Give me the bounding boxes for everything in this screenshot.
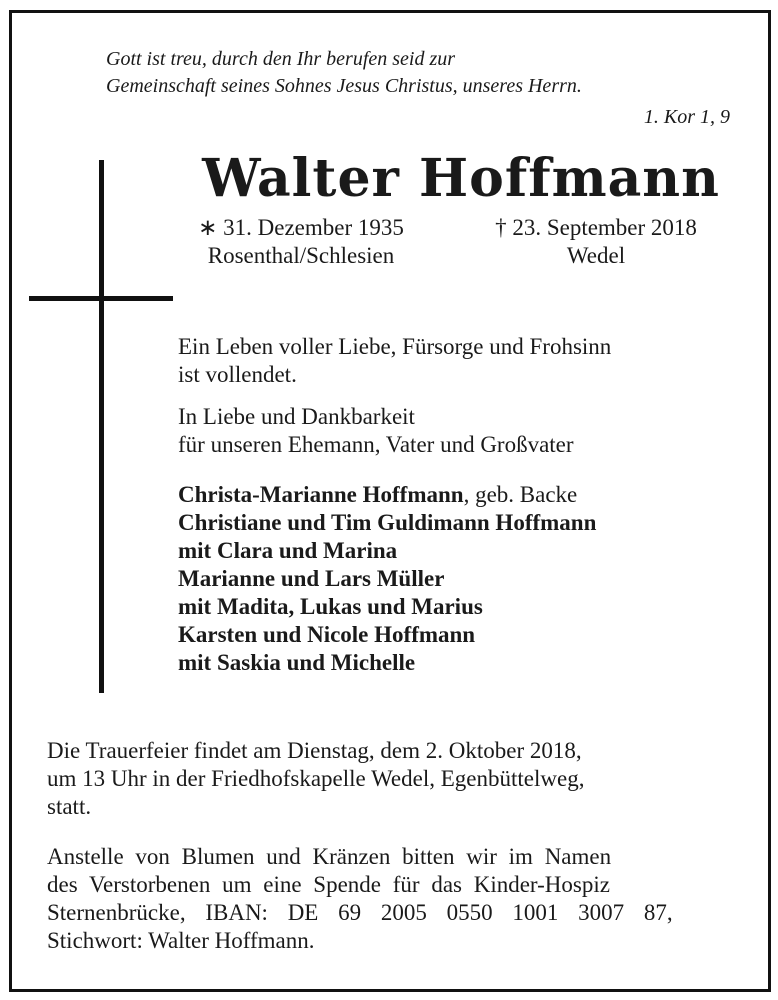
family-line: Karsten und Nicole Hoffmann <box>178 622 476 647</box>
bible-verse <box>106 46 728 100</box>
verse-reference: 1. Kor 1, 9 <box>643 106 730 128</box>
donation-line: Stichwort: Walter Hoffmann. <box>47 928 315 953</box>
family-list <box>178 481 738 677</box>
funeral-info <box>47 737 733 821</box>
death-info <box>466 214 726 270</box>
dedication-line: für unseren Ehemann, Vater und Großvater <box>178 432 574 457</box>
family-line: mit Madita, Lukas und Marius <box>178 594 483 619</box>
family-line: Marianne und Lars Müller <box>178 566 445 591</box>
family-line <box>178 481 738 509</box>
verse-line: Gemeinschaft seines Sohnes Jesus Christus, unseres Herrn. <box>106 75 582 97</box>
dedication-line: In Liebe und Dankbarkeit <box>178 404 415 429</box>
birth-date: ∗ 31. Dezember 1935 <box>198 215 404 240</box>
family-line: mit Saskia und Michelle <box>178 650 416 675</box>
cross-icon-horizontal <box>29 296 173 301</box>
deceased-name: Walter Hoffmann <box>202 148 720 209</box>
verse-line: Gott ist treu, durch den Ihr berufen seid zur <box>106 48 456 70</box>
cross-icon-vertical <box>99 160 104 693</box>
birth-info <box>176 214 426 270</box>
wife-maiden-name: , geb. Backe <box>463 482 578 507</box>
family-line: mit Clara und Marina <box>178 538 398 563</box>
death-place: Wedel <box>566 243 626 268</box>
funeral-line: statt. <box>47 794 92 819</box>
message-line: ist vollendet. <box>178 362 297 387</box>
dedication-block <box>178 403 738 459</box>
wife-name: Christa-Marianne Hoffmann <box>178 482 464 507</box>
funeral-line: Die Trauerfeier findet am Dienstag, dem 2. Oktober 2018, <box>47 738 582 763</box>
donation-info <box>47 843 733 955</box>
donation-line: Sternenbrücke, IBAN: DE 69 2005 0550 1001 3007 87, <box>47 900 673 925</box>
death-date: † 23. September 2018 <box>495 215 697 240</box>
message-block <box>178 333 738 389</box>
funeral-line: um 13 Uhr in der Friedhofskapelle Wedel, Egenbüttelweg, <box>47 766 585 791</box>
donation-line: des Verstorbenen um eine Spende für das Kinder-Hospiz <box>47 872 610 897</box>
donation-line: Anstelle von Blumen und Kränzen bitten wir im Namen <box>47 844 612 869</box>
family-line: Christiane und Tim Guldimann Hoffmann <box>178 510 597 535</box>
birth-place: Rosenthal/Schlesien <box>207 243 395 268</box>
message-line: Ein Leben voller Liebe, Fürsorge und Frohsinn <box>178 334 612 359</box>
